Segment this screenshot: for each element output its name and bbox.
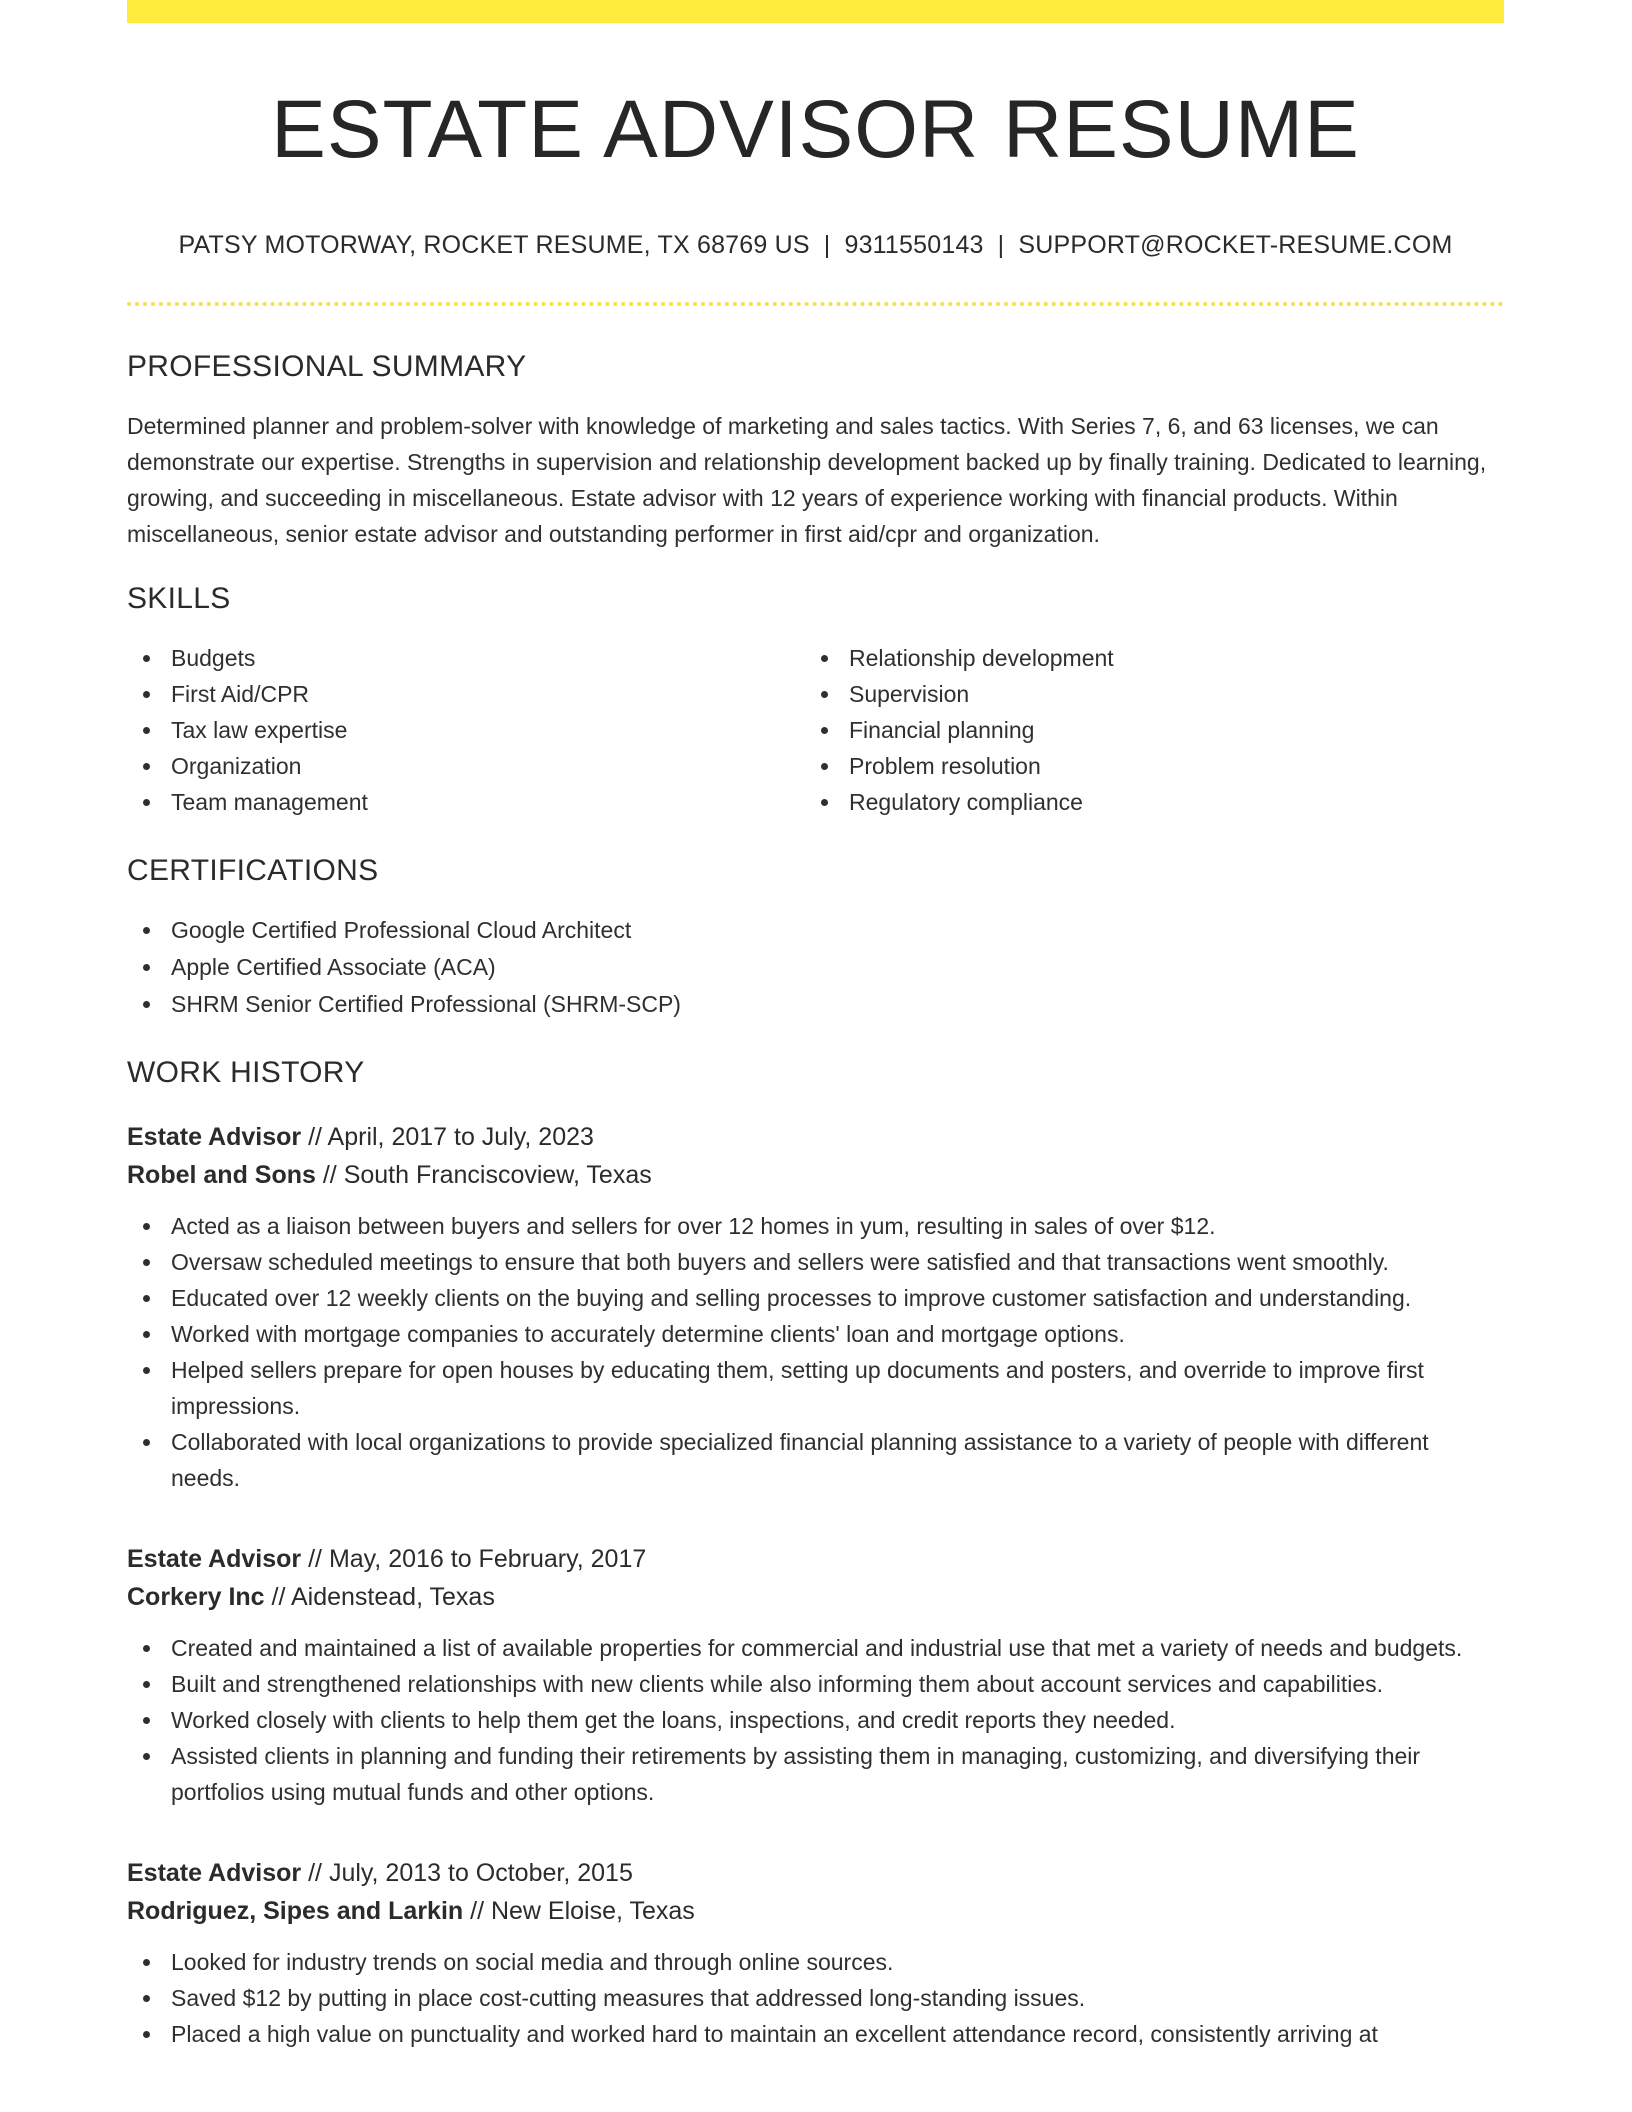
certifications-list: [127, 912, 1504, 1022]
job-title-line: [127, 1854, 1504, 1892]
contact-phone: 9311550143: [844, 231, 984, 260]
job-bullet: Acted as a liaison between buyers and sellers for over 12 homes in yum, resulting in sales of over $12.: [127, 1208, 1504, 1244]
job-entry: [127, 1854, 1504, 2052]
job-entry: [127, 1540, 1504, 1810]
work-history-heading: WORK HISTORY: [127, 1056, 365, 1090]
job-bullet: Helped sellers prepare for open houses by educating them, setting up documents and posters, and override to improve first impressions.: [127, 1352, 1504, 1424]
skill-item: Budgets: [127, 640, 805, 676]
certification-item: SHRM Senior Certified Professional (SHRM-SCP): [127, 986, 1504, 1022]
contact-address: PATSY MOTORWAY, ROCKET RESUME, TX 68769 US: [178, 231, 810, 260]
header-divider: [127, 302, 1504, 306]
job-title: Estate Advisor: [127, 1123, 302, 1152]
job-title-line: [127, 1540, 1504, 1578]
job-bullet: Collaborated with local organizations to provide specialized financial planning assistance to a variety of people with different needs.: [127, 1424, 1504, 1496]
job-company-line: [127, 1156, 1504, 1194]
job-title-line: [127, 1118, 1504, 1156]
accent-bar: [127, 0, 1504, 23]
contact-separator: |: [823, 231, 831, 260]
job-company: Corkery Inc: [127, 1583, 265, 1612]
certification-item: Google Certified Professional Cloud Architect: [127, 912, 1504, 948]
job-location: New Eloise, Texas: [490, 1897, 695, 1926]
skill-item: Supervision: [805, 676, 1483, 712]
job-responsibilities: [127, 1630, 1504, 1810]
skills-column-right: [805, 640, 1483, 820]
job-bullet: Worked with mortgage companies to accurately determine clients' loan and mortgage options.: [127, 1316, 1504, 1352]
contact-separator: |: [997, 231, 1005, 260]
job-company: Rodriguez, Sipes and Larkin: [127, 1897, 464, 1926]
job-responsibilities: [127, 1208, 1504, 1496]
job-company-line: [127, 1892, 1504, 1930]
contact-email: SUPPORT@ROCKET-RESUME.COM: [1018, 231, 1453, 260]
job-company-line: [127, 1578, 1504, 1616]
job-location: Aidenstead, Texas: [290, 1583, 495, 1612]
skill-item: Relationship development: [805, 640, 1483, 676]
resume-page: [127, 0, 1504, 2052]
job-location: South Franciscoview, Texas: [343, 1161, 652, 1190]
job-bullet: Saved $12 by putting in place cost-cutting measures that addressed long-standing issues.: [127, 1980, 1504, 2016]
summary-heading: PROFESSIONAL SUMMARY: [127, 350, 527, 384]
job-delimiter: //: [315, 1161, 344, 1190]
skills-heading: SKILLS: [127, 582, 231, 616]
page-title: ESTATE ADVISOR RESUME: [271, 84, 1360, 175]
skill-item: Team management: [127, 784, 805, 820]
skill-item: First Aid/CPR: [127, 676, 805, 712]
job-delimiter: //: [463, 1897, 491, 1926]
skill-item: Organization: [127, 748, 805, 784]
job-delimiter: //: [301, 1859, 329, 1888]
job-bullet: Educated over 12 weekly clients on the buying and selling processes to improve customer satisfaction and understanding.: [127, 1280, 1504, 1316]
job-bullet: Assisted clients in planning and funding their retirements by assisting them in managing, customizing, and diversifying their portfolios using mutual funds and other options.: [127, 1738, 1504, 1810]
job-delimiter: //: [301, 1545, 329, 1574]
contact-line: [127, 231, 1504, 260]
summary-text: Determined planner and problem-solver with knowledge of marketing and sales tactics. With Series 7, 6, and 63 licenses, we can demonstrate our expertise. Strengths in supervision and relationship development backed up by finally training. Dedicated to learning, growing, and succeeding in miscellaneous. Estate advisor with 12 years of experience working with financial products. Within miscellaneous, senior estate advisor and outstanding performer in first aid/cpr and organization.: [127, 413, 1487, 548]
job-bullet: Looked for industry trends on social media and through online sources.: [127, 1944, 1504, 1980]
job-dates: April, 2017 to July, 2023: [327, 1123, 594, 1152]
skill-item: Financial planning: [805, 712, 1483, 748]
job-bullet: Placed a high value on punctuality and worked hard to maintain an excellent attendance record, consistently arriving at: [127, 2016, 1504, 2052]
skill-item: Regulatory compliance: [805, 784, 1483, 820]
job-dates: May, 2016 to February, 2017: [328, 1545, 647, 1574]
job-delimiter: //: [264, 1583, 291, 1612]
job-bullet: Oversaw scheduled meetings to ensure that both buyers and sellers were satisfied and that transactions went smoothly.: [127, 1244, 1504, 1280]
skills-list: [127, 640, 1504, 820]
job-title: Estate Advisor: [127, 1545, 302, 1574]
job-title: Estate Advisor: [127, 1859, 302, 1888]
certifications-heading: CERTIFICATIONS: [127, 854, 379, 888]
job-dates: July, 2013 to October, 2015: [328, 1859, 633, 1888]
job-bullet: Created and maintained a list of available properties for commercial and industrial use that met a variety of needs and budgets.: [127, 1630, 1504, 1666]
skills-column-left: [127, 640, 805, 820]
skill-item: Tax law expertise: [127, 712, 805, 748]
certification-item: Apple Certified Associate (ACA): [127, 949, 1504, 985]
job-entry: [127, 1118, 1504, 1496]
skill-item: Problem resolution: [805, 748, 1483, 784]
job-responsibilities: [127, 1944, 1504, 2052]
job-bullet: Worked closely with clients to help them get the loans, inspections, and credit reports they needed.: [127, 1702, 1504, 1738]
job-delimiter: //: [301, 1123, 328, 1152]
job-company: Robel and Sons: [127, 1161, 316, 1190]
job-bullet: Built and strengthened relationships with new clients while also informing them about account services and capabilities.: [127, 1666, 1504, 1702]
